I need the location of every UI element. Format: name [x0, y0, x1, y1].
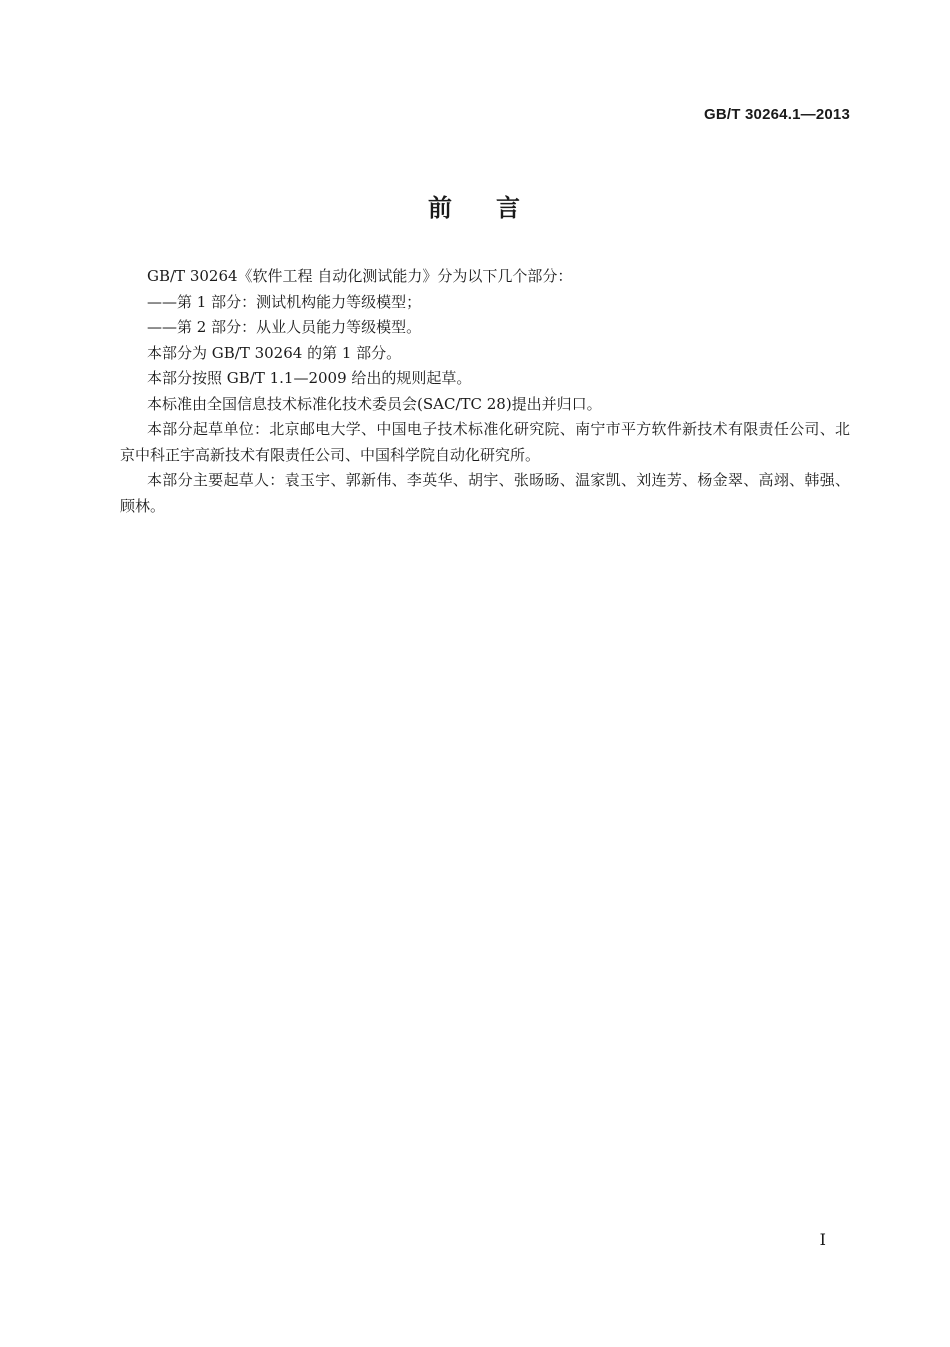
foreword-body — [120, 264, 850, 519]
standard-number: GB/T 30264.1—2013 — [704, 106, 850, 123]
paragraph-drafters: 本部分主要起草人：袁玉宇、郭新伟、李英华、胡宇、张旸旸、温家凯、刘连芳、杨金翠、高翊、韩强、顾林。 — [120, 471, 850, 515]
paragraph-drafting-units: 本部分起草单位：北京邮电大学、中国电子技术标准化研究院、南宁市平方软件新技术有限责任公司、北京中科正宇高新技术有限责任公司、中国科学院自动化研究所。 — [120, 420, 850, 464]
list-item-part-1: ——第 1 部分：测试机构能力等级模型； — [147, 292, 422, 311]
paragraph-part-statement: 本部分为 GB/T 30264 的第 1 部分。 — [147, 343, 402, 362]
title-char-2: 言 — [496, 194, 522, 222]
paragraph-intro: GB/T 30264《软件工程 自动化测试能力》分为以下几个部分： — [147, 267, 573, 285]
page-title — [0, 188, 950, 223]
list-item-part-2: ——第 2 部分：从业人员能力等级模型。 — [147, 318, 422, 336]
page-number: I — [819, 1230, 826, 1249]
paragraph-drafting-rules: 本部分按照 GB/T 1.1—2009 给出的规则起草。 — [147, 369, 472, 387]
title-char-1: 前 — [428, 194, 454, 222]
paragraph-proposer: 本标准由全国信息技术标准化技术委员会(SAC/TC 28)提出并归口。 — [147, 394, 602, 413]
